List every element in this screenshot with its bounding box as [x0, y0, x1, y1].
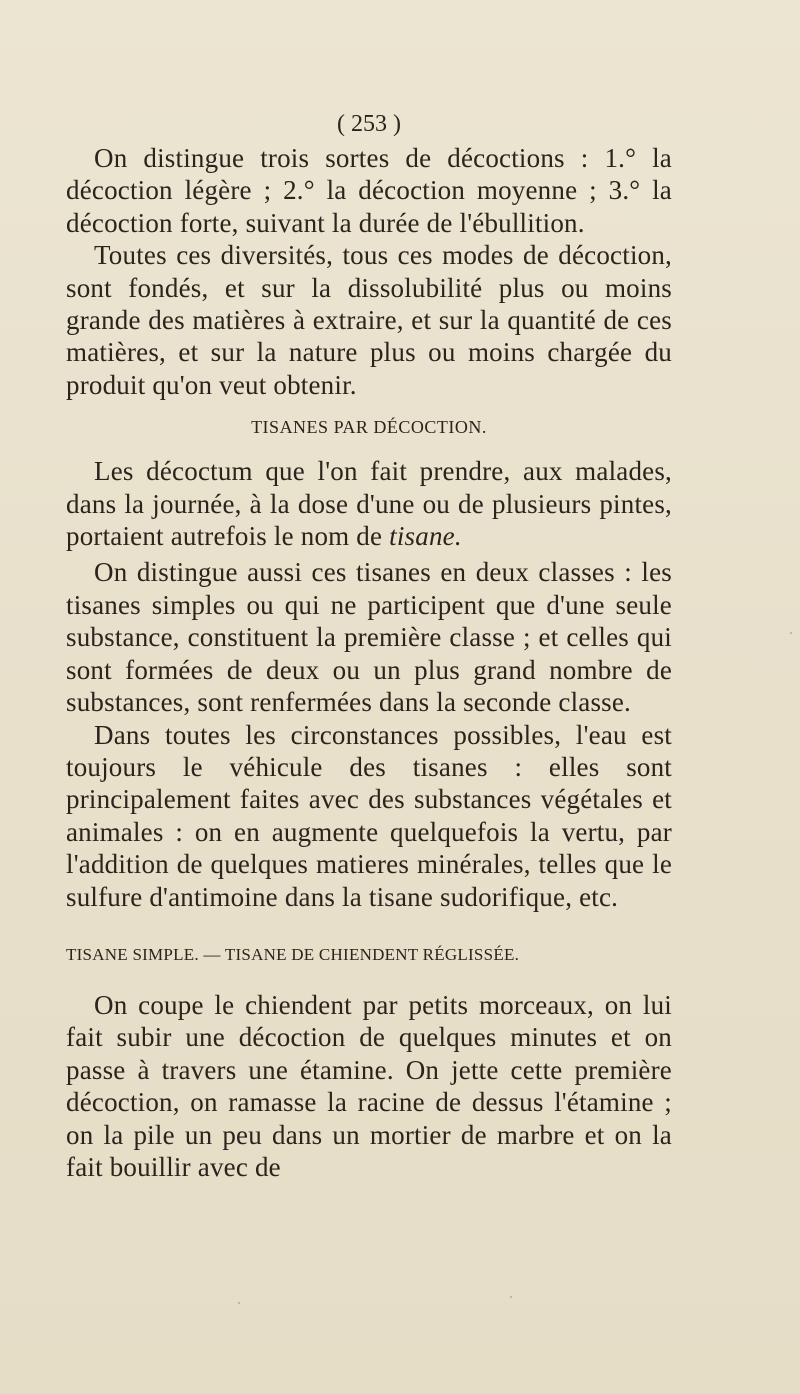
page-number: ( 253 ) — [337, 111, 401, 137]
heading-tisanes-par-decoction: TISANES PAR DÉCOCTION. — [251, 417, 487, 438]
text-block — [66, 108, 672, 1183]
paragraph-deux-classes: On distingue aussi ces tisanes en deux classes : les tisanes simples ou qui ne participent que d'une seule substance, constituent la première classe ; et celles qui sont formées de deux ou un plus grand nombre de substances, sont renfermées dans la seconde classe. — [66, 557, 672, 718]
paragraph-decoctum-text: Les décoctum que l'on fait prendre, aux malades, dans la journée, à la dose d'une ou de plusieurs pintes, portaient autrefois le nom de — [66, 456, 672, 552]
paper-speck — [790, 632, 792, 634]
paragraph-decoction-types: On distingue trois sortes de décoctions : 1.° la décoction légère ; 2.° la décoction moyenne ; 3.° la décoction forte, suivant la durée de l'ébullition. — [66, 143, 672, 238]
paragraph-diversites: Toutes ces diversités, tous ces modes de décoction, sont fondés, et sur la dissolubilité plus ou moins grande des matières à extraire, et sur la quantité de ces matières, et sur la nature plus ou moins chargée du produit qu'on veut obtenir. — [66, 240, 672, 400]
paragraph-chiendent: On coupe le chiendent par petits morceaux, on lui fait subir une décoction de quelques minutes et on passe à travers une étamine. On jette cette première décoction, on ramasse la racine de dessus l'étamine ; on la pile un peu dans un mortier de marbre et on la fait bouillir avec de — [66, 989, 672, 1182]
word-tisane-italic: tisane. — [389, 521, 462, 552]
paragraph-decoctum — [66, 455, 672, 552]
heading-tisane-simple: TISANE SIMPLE. — TISANE DE CHIENDENT RÉGLISSÉE. — [66, 944, 520, 964]
paper-speck — [238, 1302, 240, 1304]
paper-speck — [510, 1296, 512, 1298]
paragraph-circonstances: Dans toutes les circonstances possibles, l'eau est toujours le véhicule des tisanes : elles sont principalement faites avec des substances végétales et animales : on en augmente quelquefois la vertu, par l'addition de quelques matieres minérales, telles que le sulfure d'antimoine dans la tisane sudorifique, etc. — [66, 719, 672, 912]
